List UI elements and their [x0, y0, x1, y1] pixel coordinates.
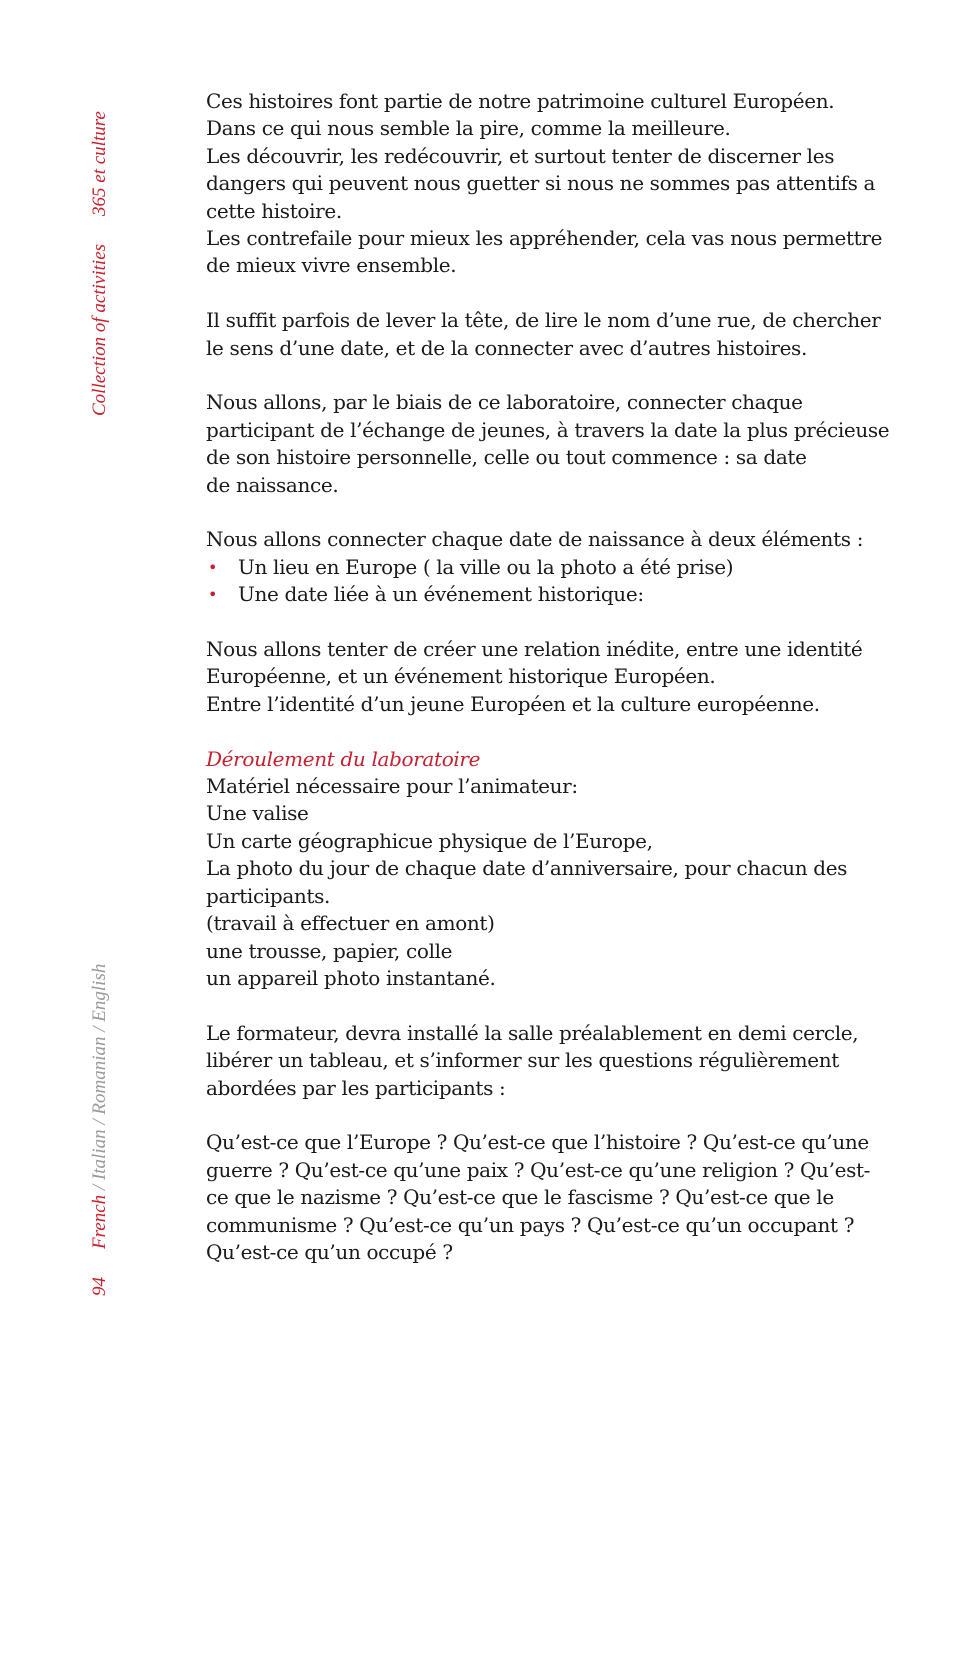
text-line: Dans ce qui nous semble la pire, comme la meilleure.: [206, 116, 731, 141]
list-item-text: Une date liée à un événement historique:: [238, 582, 644, 607]
text-line: Une valise: [206, 801, 309, 826]
paragraph-gap: [206, 1102, 906, 1129]
text-line: ce que le nazisme ? Qu’est-ce que le fascisme ? Qu’est-ce que le: [206, 1185, 834, 1210]
bullet-icon: •: [208, 585, 218, 605]
text-line: Les découvrir, les redécouvrir, et surtout tenter de discerner les: [206, 143, 835, 168]
text-line: Entre l’identité d’un jeune Européen et la culture européenne.: [206, 691, 820, 716]
paragraph-elements: [206, 526, 906, 608]
paragraph-gap: [206, 280, 906, 307]
paragraph-gap: [206, 718, 906, 745]
language-french: French: [89, 1194, 110, 1249]
text-line: Un carte géographicue physique de l’Europe,: [206, 828, 653, 853]
paragraph-gap: [206, 609, 906, 636]
paragraph-relation: [206, 636, 906, 718]
section-materials: [206, 746, 906, 993]
text-line: Les contrefaile pour mieux les appréhender, cela vas nous permettre: [206, 226, 883, 251]
text-line: guerre ? Qu’est-ce qu’une paix ? Qu’est-ce qu’une religion ? Qu’est-: [206, 1157, 871, 1182]
paragraph-laboratory: [206, 389, 906, 499]
series-label: 365 et culture: [89, 111, 110, 216]
text-line: libérer un tableau, et s’informer sur les questions régulièrement: [206, 1048, 839, 1073]
section-title: Déroulement du laboratoire: [206, 746, 481, 771]
sidebar-bottom-rotated: [82, 926, 118, 1296]
sidebar-top-rotated: [82, 76, 118, 416]
main-text: [206, 88, 906, 1266]
elements-list: [206, 554, 906, 609]
text-line: de son histoire personnelle, celle ou tout commence : sa date: [206, 445, 807, 470]
text-line: Européenne, et un événement historique Européen.: [206, 664, 716, 689]
text-line: Le formateur, devra installé la salle préalablement en demi cercle,: [206, 1020, 859, 1045]
text-line: abordées par les participants :: [206, 1075, 506, 1100]
text-line: de naissance.: [206, 472, 339, 497]
language-others: / Italian / Romanian / English: [89, 963, 110, 1191]
text-line: Nous allons, par le biais de ce laboratoire, connecter chaque: [206, 390, 803, 415]
text-line: Qu’est-ce qu’un occupé ?: [206, 1239, 453, 1264]
paragraph-gap: [206, 992, 906, 1019]
text-line: cette histoire.: [206, 198, 342, 223]
text-line: une trousse, papier, colle: [206, 938, 453, 963]
page-number: 94: [89, 1277, 110, 1296]
text-line: Nous allons tenter de créer une relation inédite, entre une identité: [206, 637, 863, 662]
paragraph-questions: [206, 1129, 906, 1266]
text-line: Ces histoires font partie de notre patrimoine culturel Européen.: [206, 89, 835, 113]
text-line: Matériel nécessaire pour l’animateur:: [206, 774, 578, 799]
text-line: (travail à effectuer en amont): [206, 911, 495, 936]
text-line: La photo du jour de chaque date d’anniversaire, pour chacun des: [206, 856, 848, 881]
text-line: communisme ? Qu’est-ce qu’un pays ? Qu’est-ce qu’un occupant ?: [206, 1212, 855, 1237]
text-line: participants.: [206, 883, 331, 908]
paragraph-street-names: [206, 307, 906, 362]
paragraph-intro: [206, 88, 906, 280]
text-line: dangers qui peuvent nous guetter si nous ne sommes pas attentifs a: [206, 171, 876, 196]
sidebar-bottom-label: [82, 963, 118, 1666]
text-line: un appareil photo instantané.: [206, 965, 496, 990]
list-item: [206, 554, 906, 581]
list-item: [206, 581, 906, 608]
paragraph-trainer: [206, 1020, 906, 1102]
text-line: participant de l’échange de jeunes, à travers la date la plus précieuse: [206, 417, 890, 442]
paragraph-gap: [206, 362, 906, 389]
text-line: le sens d’une date, et de la connecter avec d’autres histoires.: [206, 335, 807, 360]
text-line: de mieux vivre ensemble.: [206, 253, 457, 278]
sidebar-top-label: [82, 111, 118, 756]
list-item-text: Un lieu en Europe ( la ville ou la photo a été prise): [238, 554, 734, 579]
text-line: Il suffit parfois de lever la tête, de lire le nom d’une rue, de chercher: [206, 308, 881, 333]
collection-label: Collection of activities: [89, 243, 110, 416]
text-line: Nous allons connecter chaque date de naissance à deux éléments :: [206, 527, 864, 552]
bullet-icon: •: [208, 557, 218, 577]
text-line: Qu’est-ce que l’Europe ? Qu’est-ce que l’histoire ? Qu’est-ce qu’une: [206, 1130, 869, 1155]
paragraph-gap: [206, 499, 906, 526]
